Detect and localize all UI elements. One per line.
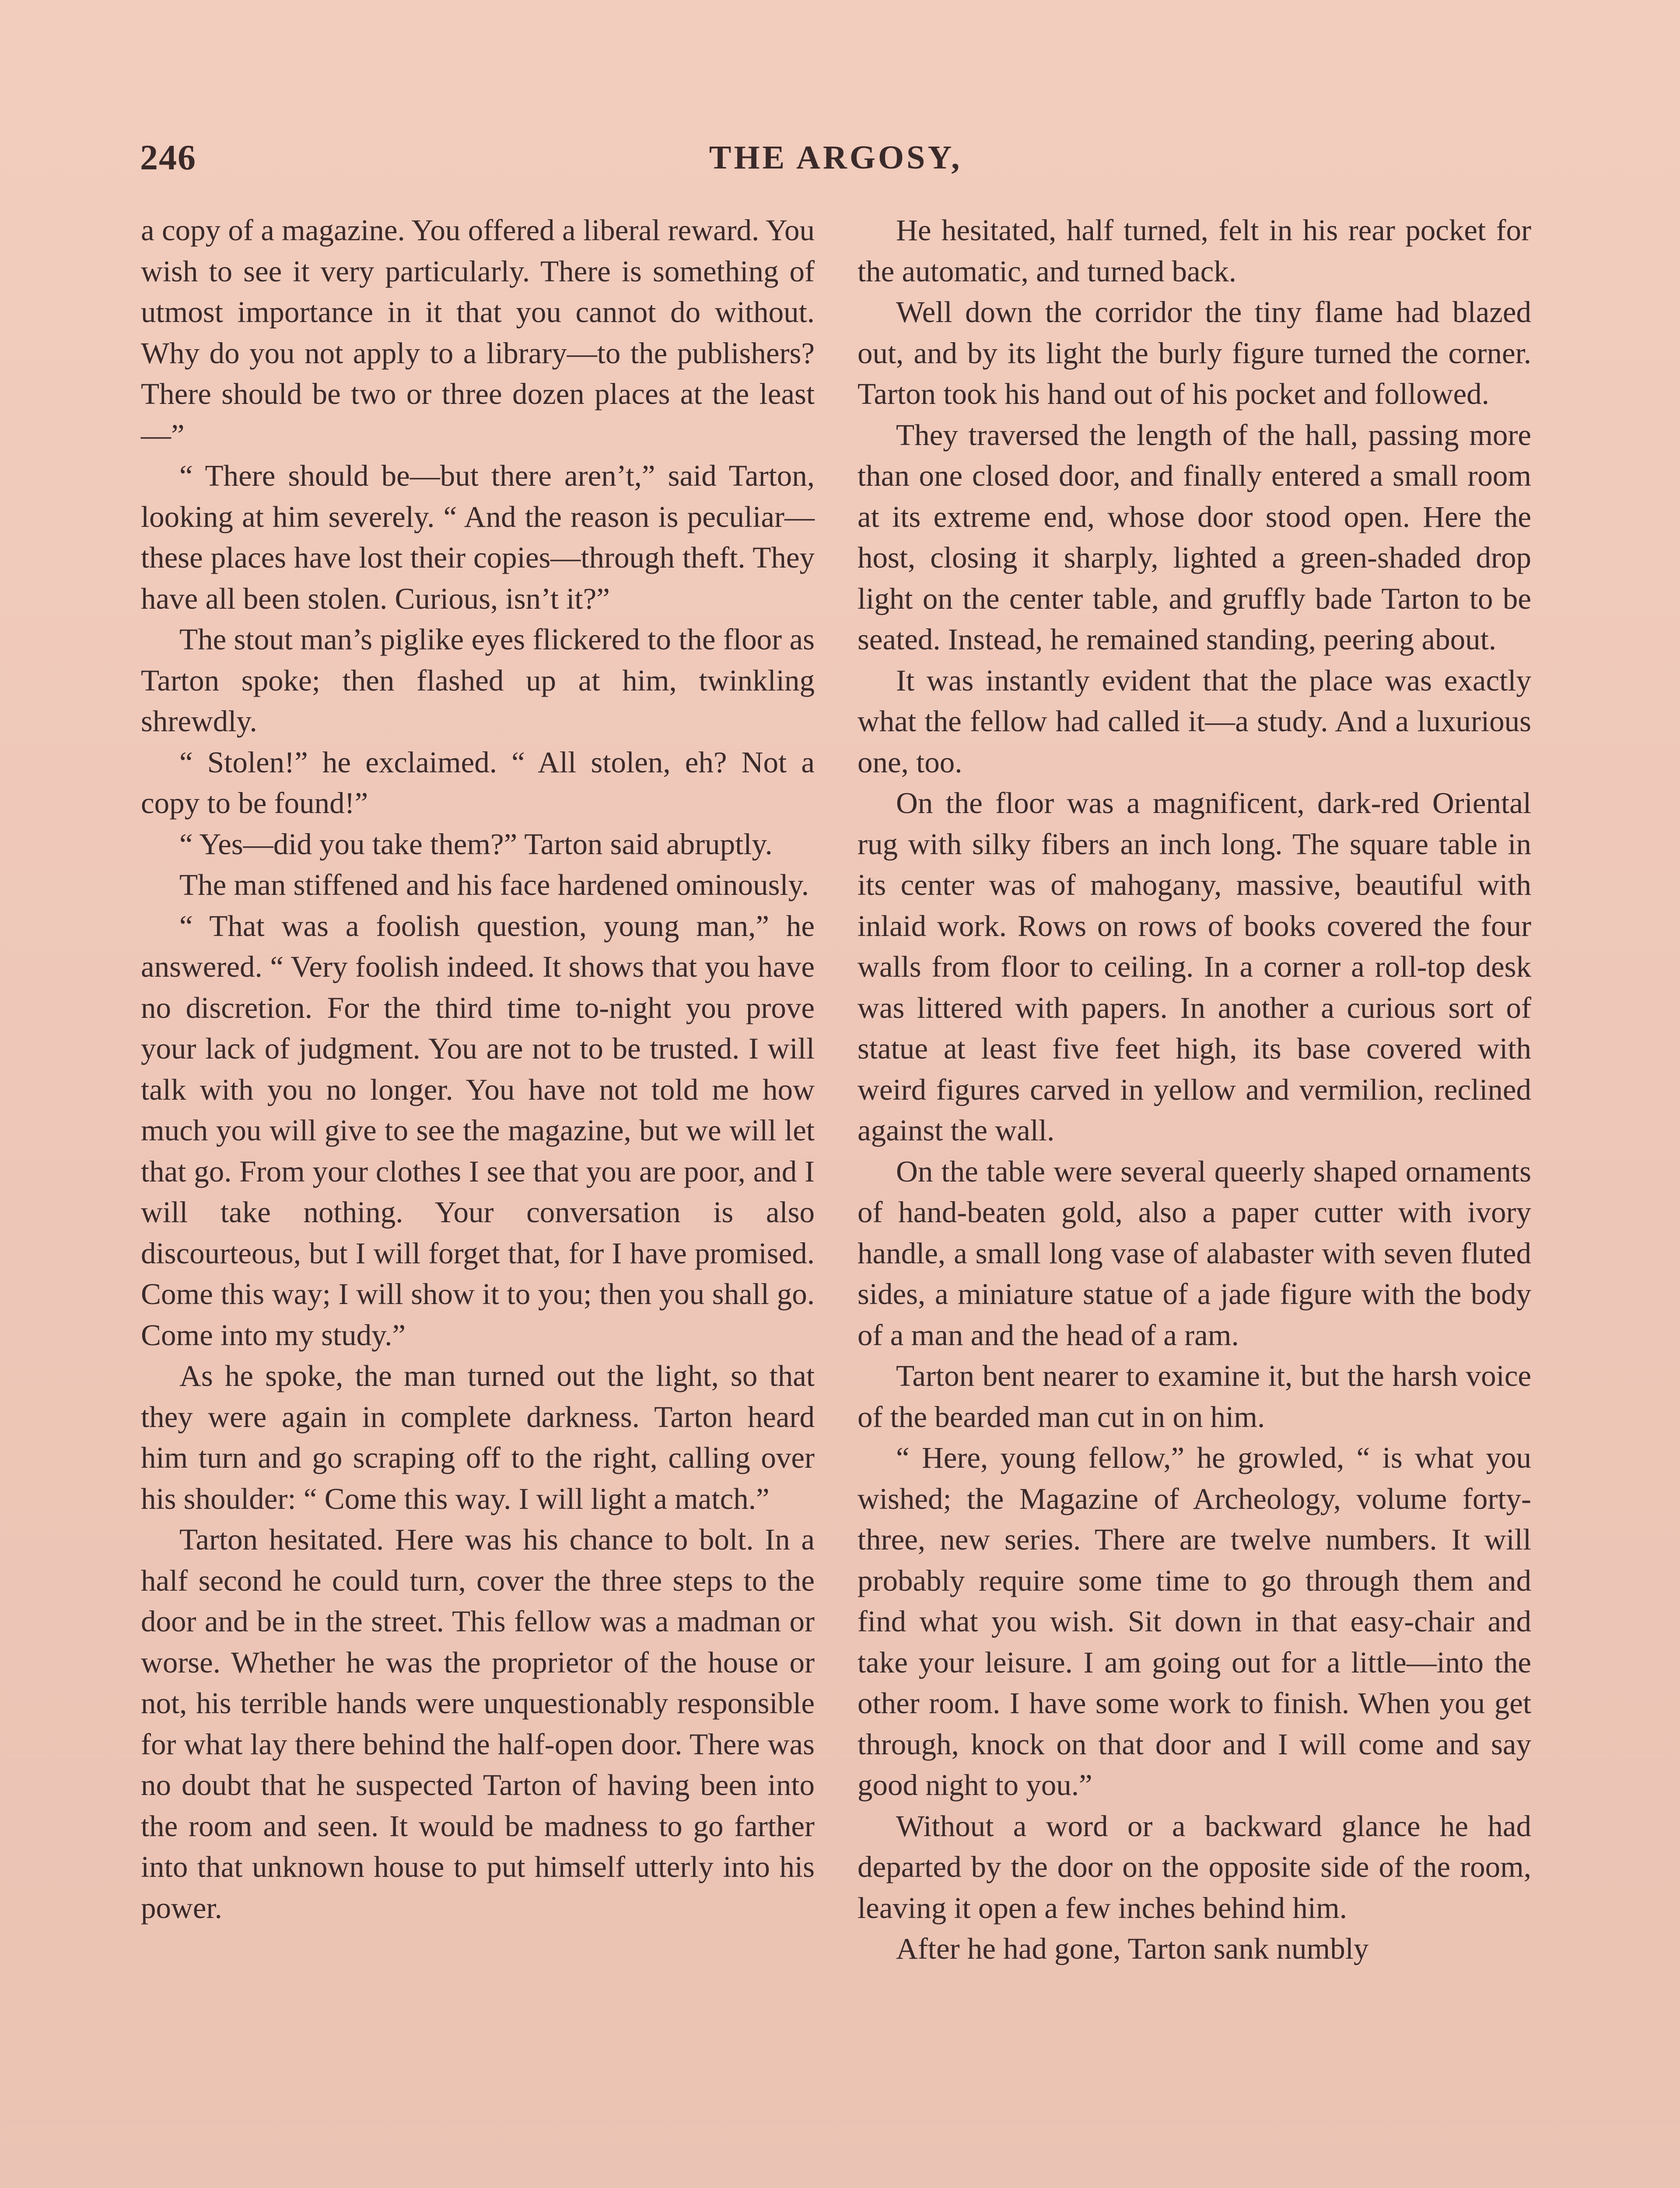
page-number: 246 [140,137,196,177]
left-column [141,210,815,1929]
paragraph: The man stiffened and his face hardened ominously. [179,868,809,901]
paragraph: He hesitated, half turned, felt in his rear pocket for the automatic, and turned back. [858,214,1531,288]
paragraph: Tarton hesitated. Here was his chance to bolt. In a half second he could turn, cover the three steps to the door and be in the street. This fellow was a madman or worse. Whether he was the proprietor of the house or not, his terrible hands were unquestionably responsible for what lay there behind the half-open door. There was no doubt that he suspected Tarton of having been into the room and seen. It would be madness to go farther into that unknown house to put himself utterly into his power. [141,1523,815,1925]
paragraph: After he had gone, Tarton sank numbly [896,1932,1369,1965]
paragraph: On the table were several queerly shaped ornaments of hand-beaten gold, also a paper cutter with ivory handle, a small long vase of alabaster with seven fluted sides, a miniature statue of a jade figure with the body of a man and the head of a ram. [858,1154,1531,1352]
paragraph: Well down the corridor the tiny flame had blazed out, and by its light the burly figure turned the corner. Tarton took his hand out of his pocket and followed. [858,295,1531,410]
paragraph: They traversed the length of the hall, passing more than one closed door, and finally entered a small room at its extreme end, whose door stood open. Here the host, closing it sharply, lighted a green-shaded drop light on the center table, and gruffly bade Tarton to be seated. Instead, he remained standing, peering about. [858,418,1531,656]
paragraph: “ Here, young fellow,” he growled, “ is what you wished; the Magazine of Archeology, volume forty-three, new series. There are twelve numbers. It will probably require some time to go through them and find what you wish. Sit down in that easy-chair and take your leisure. I am going out for a little—into the other room. I have some work to finish. When you get through, knock on that door and I will come and say good night to you.” [858,1441,1531,1802]
right-column [858,210,1531,1970]
page-header [140,131,1531,184]
paragraph: “ There should be—but there aren’t,” said Tarton, looking at him severely. “ And the reason is peculiar—these places have lost their copies—through theft. They have all been stolen. Curious, isn’t it?” [141,459,815,615]
running-head: THE ARGOSY, [709,139,962,176]
paragraph: On the floor was a magnificent, dark-red Oriental rug with silky fibers an inch long. The square table in its center was of mahogany, massive, beautiful with inlaid work. Rows on rows of books covered the four walls from floor to ceiling. In a corner a roll-top desk was littered with papers. In another a curious sort of statue at least five feet high, its base covered with weird figures carved in yellow and vermilion, reclined against the wall. [858,786,1531,1147]
paragraph: Without a word or a backward glance he had departed by the door on the opposite side of the room, leaving it open a few inches behind him. [858,1809,1531,1925]
paragraph: “ Stolen!” he exclaimed. “ All stolen, eh? Not a copy to be found!” [141,745,815,820]
paragraph: As he spoke, the man turned out the light, so that they were again in complete darkness. Tarton heard him turn and go scraping off to the right, calling over his shoulder: “ Come this way. I will light a match.” [141,1359,815,1515]
paragraph: The stout man’s piglike eyes flickered to the floor as Tarton spoke; then flashed up at him, twinkling shrewdly. [141,623,815,738]
paragraph: It was instantly evident that the place was exactly what the fellow had called it—a study. And a luxurious one, too. [858,663,1531,779]
paragraph: a copy of a magazine. You offered a liberal reward. You wish to see it very particularly. There is something of utmost importance in it that you cannot do without. Why do you not apply to a library—to the publishers? There should be two or three dozen places at the least—” [141,214,815,452]
paragraph: “ That was a foolish question, young man,” he answered. “ Very foolish indeed. It shows that you have no discretion. For the third time to-night you prove your lack of judgment. You are not to be trusted. I will talk with you no longer. You have not told me how much you will give to see the magazine, but we will let that go. From your clothes I see that you are poor, and I will take nothing. Your conversation is also discourteous, but I will forget that, for I have promised. Come this way; I will show it to you; then you shall go. Come into my study.” [141,909,815,1352]
paragraph: Tarton bent nearer to examine it, but the harsh voice of the bearded man cut in on him. [858,1359,1531,1434]
paragraph: “ Yes—did you take them?” Tarton said abruptly. [179,827,773,861]
